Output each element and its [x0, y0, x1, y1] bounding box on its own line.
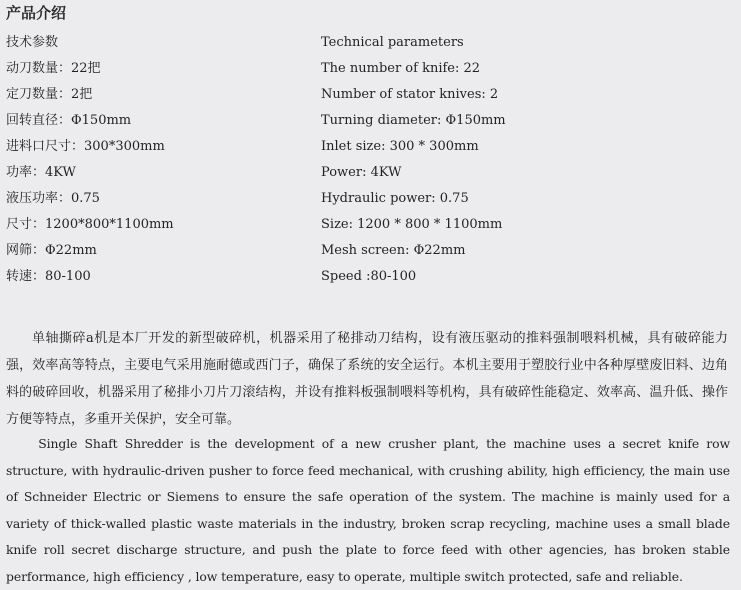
- param-en-power: Power: 4KW: [321, 165, 402, 180]
- param-row-header: [0, 30, 741, 56]
- param-zh-hydraulic-power: 液压功率：0.75: [6, 191, 100, 206]
- param-zh-speed: 转速：80-100: [6, 269, 91, 284]
- param-en-stator-knives: Number of stator knives: 2: [321, 87, 499, 102]
- param-row-stator-knives: [0, 82, 741, 108]
- param-row-power: [0, 160, 741, 186]
- parameters-list: [0, 30, 741, 290]
- param-zh-size: 尺寸：1200*800*1100mm: [6, 217, 174, 232]
- param-row-size: [0, 212, 741, 238]
- param-row-hydraulic-power: [0, 186, 741, 212]
- param-zh-knife-count: 动刀数量：22把: [6, 61, 101, 76]
- param-en-size: Size: 1200 * 800 * 1100mm: [321, 217, 503, 232]
- param-zh-power: 功率：4KW: [6, 165, 76, 180]
- param-en-turning-diameter: Turning diameter: Φ150mm: [321, 113, 506, 128]
- param-en-speed: Speed :80-100: [321, 269, 417, 284]
- param-en-inlet-size: Inlet size: 300 * 300mm: [321, 139, 479, 154]
- param-zh-turning-diameter: 回转直径：Φ150mm: [6, 113, 132, 128]
- param-zh-mesh-screen: 网筛：Φ22mm: [6, 243, 97, 258]
- description-en: Single Shaft Shredder is the development of a new crusher plant, the machine uses a secret knife row structure, with hydraulic-driven pusher to force feed mechanical, with crushing ability, high efficiency, the main use of Schneider Electric or Siemens to ensure the safe operation of the system. The machine is mainly used for a variety of thick-walled plastic waste materials in the industry, broken scrap recycling, machine uses a small blade knife roll secret discharge structure, and push the plate to force feed with other agencies, has broken stable performance, high efficiency , low temperature, easy to operate, multiple switch protected, safe and reliable.: [6, 436, 730, 584]
- param-row-knife-count: [0, 56, 741, 82]
- param-en-header: Technical parameters: [321, 35, 464, 50]
- param-row-speed: [0, 264, 741, 290]
- param-en-hydraulic-power: Hydraulic power: 0.75: [321, 191, 469, 206]
- param-en-mesh-screen: Mesh screen: Φ22mm: [321, 243, 466, 258]
- param-zh-inlet-size: 进料口尺寸：300*300mm: [6, 139, 165, 154]
- param-row-mesh-screen: [0, 238, 741, 264]
- param-zh-header: 技术参数: [6, 35, 59, 50]
- param-zh-stator-knives: 定刀数量：2把: [6, 87, 93, 102]
- description-zh: 单轴撕碎a机是本厂开发的新型破碎机，机器采用了秘排动刀结构，设有液压驱动的推料强制喂料机械，具有破碎能力强，效率高等特点，主要电气采用施耐德或西门子，确保了系统的安全运行。本机主要用于塑胶行业中各种厚壁废旧料、边角料的破碎回收，机器采用了秘排小刀片刀滚结构，并设有推料板强制喂料等机构，具有破碎性能稳定、效率高、温升低、操作方便等特点，多重开关保护，安全可靠。: [6, 331, 728, 427]
- section-title: 产品介绍: [6, 4, 67, 22]
- param-row-inlet-size: [0, 134, 741, 160]
- param-en-knife-count: The number of knife: 22: [321, 61, 481, 76]
- param-row-turning-diameter: [0, 108, 741, 134]
